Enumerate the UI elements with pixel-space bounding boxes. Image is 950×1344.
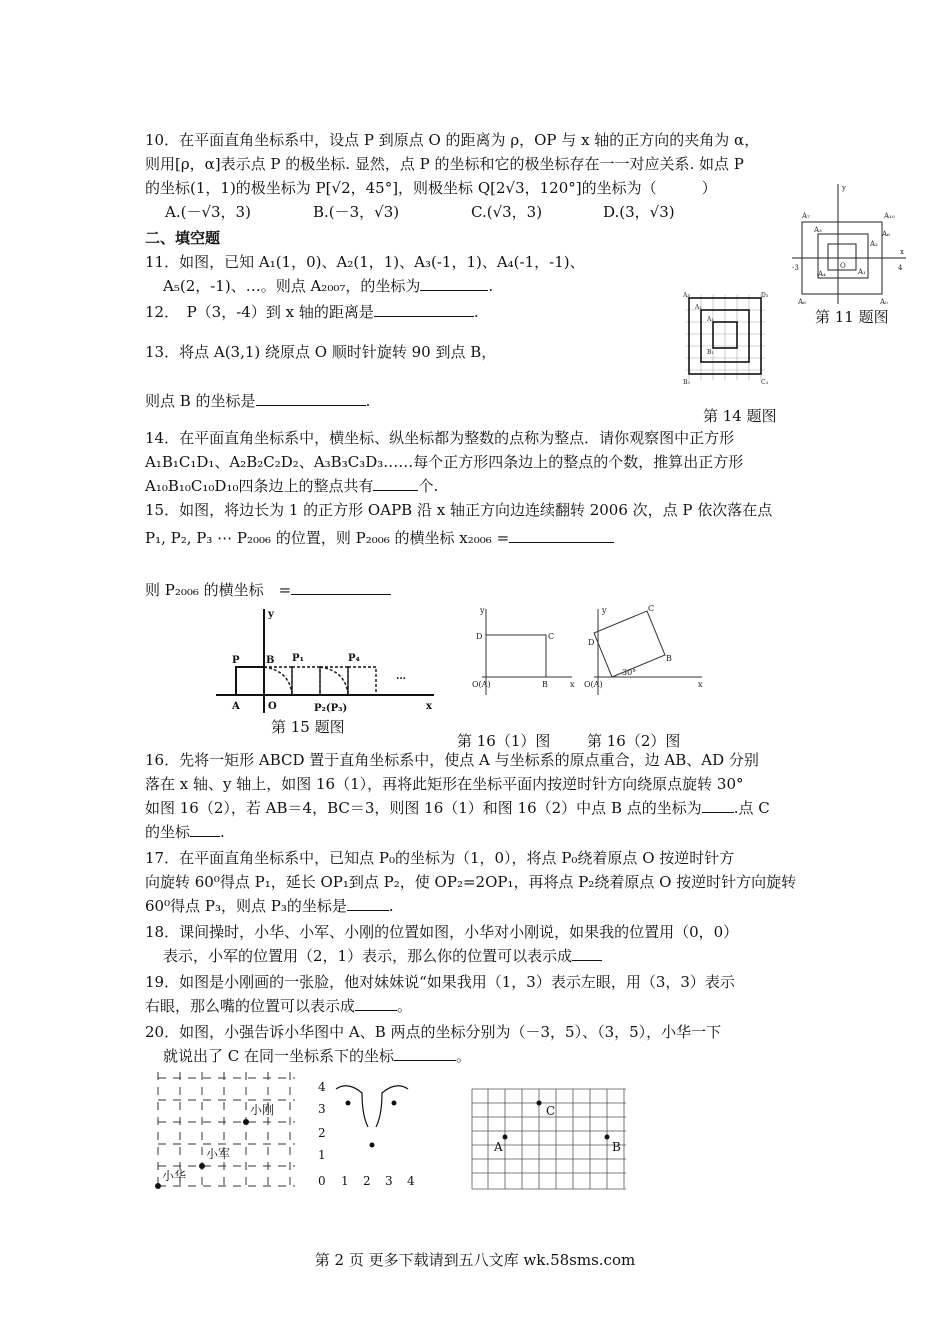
svg-text:x: x (698, 680, 703, 689)
q16-line3 (145, 797, 770, 819)
fig14-caption: 第 14 题图 (703, 407, 777, 425)
q17-answer-blank[interactable] (347, 896, 389, 911)
svg-text:O(A): O(A) (584, 680, 603, 689)
q16-text2-end: . (220, 823, 225, 841)
q16-text-end: .点 C (733, 799, 770, 817)
svg-text:y: y (480, 606, 485, 615)
svg-text:A₅: A₅ (880, 298, 888, 306)
q16-answer-blank[interactable] (702, 798, 734, 813)
svg-text:y: y (268, 609, 274, 620)
svg-text:O: O (840, 262, 846, 270)
svg-text:A₁: A₁ (858, 268, 866, 276)
svg-text:P₄: P₄ (348, 653, 360, 664)
q15-text: P₁, P₂, P₃ ⋯ P₂₀₀₆ 的位置，则 P₂₀₀₆ 的横坐标 x₂₀₀₆ = (145, 529, 510, 547)
svg-text:O: O (268, 701, 277, 712)
q11-line1: 11．如图，已知 A₁(1，0)、A₂(1，1)、A₃(-1，1)、A₄(-1，-1)、 (145, 253, 585, 271)
svg-text:D: D (588, 638, 595, 647)
q20-line1: 20．如图，小强告诉小华图中 A、B 两点的坐标分别为（－3，5）、（3，5），小华一下 (145, 1023, 722, 1041)
section-title: 二、填空题 (145, 229, 221, 247)
face-x-1: 1 (341, 1174, 349, 1188)
q19-text-end: 。 (397, 997, 413, 1015)
q16-text: 如图 16（2），若 AB＝4，BC＝3，则图 16（1）和图 16（2）中点 B 点的坐标为 (145, 799, 702, 817)
q10-option-c: C.(√3，3) (471, 203, 543, 221)
svg-text:A₇: A₇ (802, 212, 810, 220)
q11-text: A₅(2，-1)、…。则点 A₂₀₀₇，的坐标为 (163, 277, 421, 295)
q17-text: 60⁰得点 P₃，则点 P₃的坐标是 (145, 897, 347, 915)
q12-line: 12． P（3，-4）到 x 轴的距离是 . (145, 303, 479, 321)
q12-text: 12． P（3，-4）到 x 轴的距离是 (145, 303, 374, 321)
svg-text:…: … (396, 671, 406, 682)
label-xiaogang: 小刚 (250, 1103, 275, 1117)
q15-text2: 则 P₂₀₀₆ 的横坐标 = (145, 581, 292, 599)
svg-text:P: P (232, 655, 240, 666)
face-y-3: 3 (318, 1102, 326, 1116)
fig15-caption: 第 15 题图 (271, 718, 345, 736)
svg-text:x: x (900, 248, 904, 256)
face-y-1: 1 (318, 1148, 326, 1162)
fig15-rolling-square (212, 605, 437, 720)
q19-line1: 19．如图是小刚画的一张脸，他对妹妹说“如果我用（1，3）表示左眼，用（3，3）表示 (145, 973, 735, 991)
svg-text:B: B (542, 680, 548, 689)
label-xiaohua: 小华 (162, 1169, 187, 1183)
q16-text2: 的坐标 (145, 823, 191, 841)
q17-line2: 向旋转 60⁰得点 P₁，延长 OP₁到点 P₂，使 OP₂=2OP₁，再将点 P₂绕着原点 O 按逆时针方向旋转 (145, 873, 797, 891)
q13-line1: 13．将点 A(3,1) 绕原点 O 顺时针旋转 90 到点 B， (145, 343, 497, 361)
q14-text-end: 个. (418, 477, 439, 495)
q14-line2: A₁B₁C₁D₁、A₂B₂C₂D₂、A₃B₃C₃D₃……每个正方形四条边上的整点的个数，推算出正方形 (145, 453, 744, 471)
q14-answer-blank[interactable] (373, 476, 418, 491)
face-y-4: 4 (318, 1080, 326, 1094)
svg-text:A₆: A₆ (882, 230, 890, 238)
q14-line1: 14．在平面直角坐标系中，横坐标、纵坐标都为整数的点称为整点．请你观察图中正方形 (145, 429, 735, 447)
q10-option-b: B.(－3，√3) (313, 203, 400, 221)
q10-option-d: D.(3，√3) (603, 203, 675, 221)
q20-text: 就说出了 C 在同一坐标系下的坐标 (163, 1047, 395, 1065)
q15-line3 (145, 579, 391, 601)
fig16-caption2: 第 16（2）图 (587, 732, 681, 750)
svg-text:B₁: B₁ (707, 349, 714, 356)
face-x-4: 4 (407, 1174, 415, 1188)
fig20-grid (470, 1087, 630, 1195)
fig11-caption: 第 11 题图 (815, 308, 889, 326)
q15-answer-blank[interactable] (509, 528, 614, 543)
svg-text:A₃: A₃ (683, 292, 690, 299)
svg-text:x: x (570, 680, 575, 689)
svg-text:A₈: A₈ (798, 298, 806, 306)
face-x-0: 0 (318, 1174, 326, 1188)
q19-answer-blank[interactable] (355, 996, 397, 1011)
q19-line2 (145, 995, 412, 1017)
grid-label-a: A (494, 1140, 503, 1154)
q18-text: 表示，小军的位置用（2，1）表示，那么你的位置可以表示成 (163, 947, 573, 965)
face-x-3: 3 (385, 1174, 393, 1188)
svg-text:D: D (476, 632, 483, 641)
label-xiaojun: 小军 (206, 1147, 231, 1161)
q14-text: A₁₀B₁₀C₁₀D₁₀四条边上的整点共有 (145, 477, 374, 495)
q10-line1: 10．在平面直角坐标系中，设点 P 到原点 O 的距离为 ρ，OP 与 x 轴的正方向的夹角为 α， (145, 131, 760, 149)
face-x-2: 2 (363, 1174, 371, 1188)
svg-text:A₃: A₃ (814, 226, 822, 234)
svg-text:y: y (602, 606, 607, 615)
q13-answer-blank[interactable] (256, 391, 366, 406)
fig14-squares (675, 288, 775, 390)
svg-text:y: y (842, 184, 846, 192)
q13-text: 则点 B 的坐标是 (145, 392, 256, 410)
svg-text:30°: 30° (622, 668, 637, 677)
svg-text:A₄: A₄ (818, 270, 826, 278)
face-y-2: 2 (318, 1126, 326, 1140)
svg-text:A₁₀: A₁₀ (884, 212, 895, 220)
q16-line4 (145, 821, 225, 843)
q18-line2 (163, 945, 602, 967)
grid-label-b: B (612, 1140, 621, 1154)
q11-answer-blank[interactable] (420, 276, 488, 291)
svg-text:x: x (426, 701, 432, 712)
svg-text:C: C (648, 605, 655, 613)
q20-text-end: 。 (456, 1047, 472, 1065)
svg-text:4: 4 (898, 264, 903, 272)
fig16-caption1: 第 16（1）图 (457, 732, 551, 750)
svg-text:-3: -3 (792, 264, 799, 272)
page-footer: 第 2 页 更多下载请到五八文库 wk.58sms.com (314, 1251, 636, 1269)
q19-text: 右眼，那么嘴的位置可以表示成 (145, 997, 356, 1015)
q18-line1: 18．课间操时，小华、小军、小刚的位置如图，小华对小刚说，如果我的位置用（0，0） (145, 923, 739, 941)
q16-line1: 16．先将一矩形 ABCD 置于直角坐标系中，使点 A 与坐标系的原点重合，边 AB、AD 分别 (145, 751, 759, 769)
fig16-rectangles (470, 605, 710, 700)
svg-text:P₁: P₁ (292, 653, 304, 664)
grid-label-c: C (546, 1104, 556, 1118)
q10-line2: 则用[ρ，α]表示点 P 的极坐标. 显然，点 P 的坐标和它的极坐标存在一一对应关系. 如点 P (145, 155, 744, 173)
q11-line2: A₅(2，-1)、…。则点 A₂₀₀₇，的坐标为 . (163, 277, 494, 295)
q14-line3 (145, 475, 438, 497)
svg-text:C: C (548, 632, 555, 641)
q16-line2: 落在 x 轴、y 轴上，如图 16（1），再将此矩形在坐标平面内按逆时针方向绕原点旋转 30° (145, 775, 744, 793)
svg-text:B₃: B₃ (683, 379, 690, 386)
q15-answer-blank2[interactable] (291, 580, 391, 595)
svg-text:D₃: D₃ (761, 292, 769, 299)
svg-text:A₁: A₁ (707, 316, 714, 323)
q18-answer-blank[interactable] (572, 946, 602, 961)
svg-text:P₂(P₃): P₂(P₃) (314, 703, 348, 714)
svg-text:B: B (266, 655, 275, 666)
q20-line2 (163, 1045, 471, 1067)
q17-line3 (145, 895, 394, 917)
q16-answer-blank2[interactable] (190, 822, 220, 837)
svg-text:A₂: A₂ (695, 304, 702, 311)
fig19-face (310, 1075, 430, 1190)
q10-line3: 的坐标(1，1)的极坐标为 P[√2，45°]，则极坐标 Q[2√3，120°]的坐标为（ ） (145, 179, 717, 197)
svg-text:O(A): O(A) (472, 680, 491, 689)
q20-answer-blank[interactable] (394, 1046, 456, 1061)
q17-text-end: . (388, 897, 394, 915)
svg-text:A: A (232, 701, 240, 712)
svg-text:C₃: C₃ (761, 379, 768, 386)
fig11-spiral (788, 180, 910, 310)
q12-answer-blank[interactable] (374, 302, 474, 317)
q17-line1: 17．在平面直角坐标系中，已知点 P₀的坐标为（1，0），将点 P₀绕着原点 O 按逆时针方 (145, 849, 735, 867)
fig18-positions (150, 1068, 300, 1196)
svg-text:A₂: A₂ (870, 240, 878, 248)
q13-line2: 则点 B 的坐标是 . (145, 392, 371, 410)
q15-line1: 15．如图，将边长为 1 的正方形 OAPB 沿 x 轴正方向边连续翻转 2006 次，点 P 依次落在点 (145, 501, 773, 519)
q15-line2 (145, 527, 614, 549)
svg-text:B: B (666, 654, 672, 663)
q10-option-a: A.(－√3，3) (165, 203, 251, 221)
